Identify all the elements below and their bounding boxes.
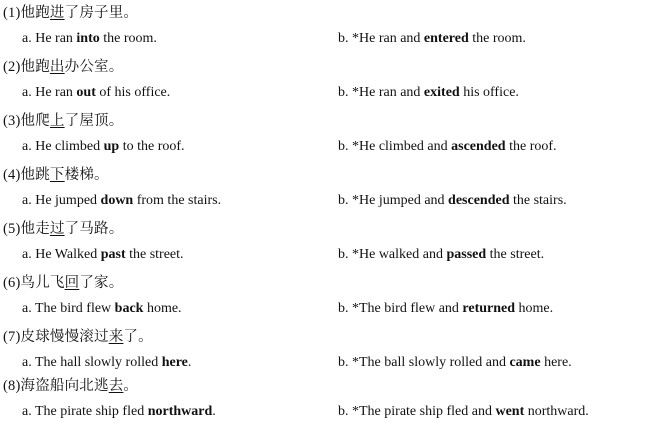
bold-verb: went [495, 404, 525, 419]
translation-text: to the roof. [119, 139, 185, 154]
chinese-text: 办公室。 [64, 59, 124, 75]
underlined-verb-complement: 去 [108, 378, 124, 394]
translation-a [22, 192, 221, 210]
example-1 [0, 4, 651, 58]
translation-text: his office. [459, 85, 519, 100]
translation-a [22, 403, 216, 421]
chinese-text: (6)鸟儿飞 [3, 275, 65, 291]
translation-text: from the stairs. [133, 193, 222, 208]
chinese-text: 了房子里。 [64, 5, 139, 21]
bold-particle: down [100, 193, 134, 208]
bold-verb: returned [462, 301, 516, 316]
translation-text: home. [515, 301, 554, 316]
underlined-verb-complement: 上 [49, 113, 65, 129]
chinese-sentence [3, 4, 138, 22]
translation-text: a. The hall slowly rolled [22, 355, 162, 370]
chinese-text: 楼梯。 [64, 167, 109, 183]
translation-a [22, 30, 157, 48]
bold-particle: back [114, 301, 144, 316]
translation-text: the room. [468, 31, 526, 46]
translation-b [338, 403, 589, 421]
chinese-text: (8)海盗船向北逃 [3, 378, 109, 394]
chinese-sentence [3, 377, 138, 395]
bold-particle: up [103, 139, 120, 154]
translation-text: a. The bird flew [22, 301, 115, 316]
example-2 [0, 58, 651, 112]
translation-text: the room. [99, 31, 157, 46]
translation-a [22, 84, 170, 102]
chinese-text: (7)皮球慢慢滚过 [3, 329, 109, 345]
bold-particle: out [76, 85, 96, 100]
bold-verb: entered [423, 31, 469, 46]
translation-a [22, 246, 184, 264]
translation-text: b. *He ran and [338, 31, 424, 46]
translation-text: here. [540, 355, 572, 370]
translation-text: b. *He walked and [338, 247, 447, 262]
translation-b [338, 84, 519, 102]
example-4 [0, 166, 651, 220]
translation-text: northward. [524, 404, 589, 419]
translation-text: the roof. [505, 139, 557, 154]
chinese-sentence [3, 58, 123, 76]
translation-text: b. *The pirate ship fled and [338, 404, 496, 419]
translation-text: b. *The ball slowly rolled and [338, 355, 510, 370]
bold-particle: into [76, 31, 100, 46]
bold-verb: passed [446, 247, 487, 262]
translation-b [338, 246, 544, 264]
translation-b [338, 30, 526, 48]
translation-text: a. He jumped [22, 193, 101, 208]
translation-text: a. He Walked [22, 247, 101, 262]
underlined-verb-complement: 来 [108, 329, 124, 345]
translation-text: a. He ran [22, 31, 77, 46]
bold-verb: exited [423, 85, 460, 100]
underlined-verb-complement: 过 [49, 221, 65, 237]
chinese-text: (2)他跑 [3, 59, 50, 75]
underlined-verb-complement: 进 [49, 5, 65, 21]
example-7 [0, 328, 651, 382]
translation-b [338, 300, 553, 318]
translation-text: the stairs. [509, 193, 567, 208]
bold-verb: came [509, 355, 541, 370]
example-5 [0, 220, 651, 274]
translation-a [22, 300, 182, 318]
example-6 [0, 274, 651, 328]
chinese-text: (3)他爬 [3, 113, 50, 129]
translation-a [22, 354, 191, 372]
bold-verb: descended [448, 193, 510, 208]
bold-particle: past [100, 247, 126, 262]
translation-text: the street. [125, 247, 184, 262]
bold-particle: here [161, 355, 188, 370]
translation-text: b. *He climbed and [338, 139, 452, 154]
translation-text: b. *The bird flew and [338, 301, 463, 316]
translation-text: a. He climbed [22, 139, 104, 154]
chinese-text: 。 [123, 378, 139, 394]
translation-b [338, 354, 572, 372]
example-3 [0, 112, 651, 166]
underlined-verb-complement: 下 [49, 167, 65, 183]
translation-a [22, 138, 185, 156]
chinese-sentence [3, 220, 123, 238]
translation-text: a. The pirate ship fled [22, 404, 148, 419]
chinese-text: (4)他跳 [3, 167, 50, 183]
translation-text: the street. [486, 247, 545, 262]
translation-text: home. [143, 301, 182, 316]
translation-text: a. He ran [22, 85, 77, 100]
underlined-verb-complement: 回 [64, 275, 80, 291]
chinese-text: 了家。 [79, 275, 124, 291]
underlined-verb-complement: 出 [49, 59, 65, 75]
translation-b [338, 138, 557, 156]
translation-text: . [187, 355, 192, 370]
bold-verb: ascended [451, 139, 506, 154]
chinese-text: 了马路。 [64, 221, 124, 237]
example-8 [0, 377, 651, 431]
chinese-text: (5)他走 [3, 221, 50, 237]
translation-text: b. *He jumped and [338, 193, 449, 208]
chinese-text: (1)他跑 [3, 5, 50, 21]
translation-b [338, 192, 567, 210]
chinese-sentence [3, 328, 153, 346]
chinese-text: 了屋顶。 [64, 113, 124, 129]
chinese-sentence [3, 166, 109, 184]
chinese-sentence [3, 274, 123, 292]
translation-text: . [212, 404, 216, 419]
translation-text: of his office. [95, 85, 171, 100]
translation-text: b. *He ran and [338, 85, 424, 100]
chinese-text: 了。 [123, 329, 153, 345]
bold-particle: northward [147, 404, 213, 419]
chinese-sentence [3, 112, 123, 130]
